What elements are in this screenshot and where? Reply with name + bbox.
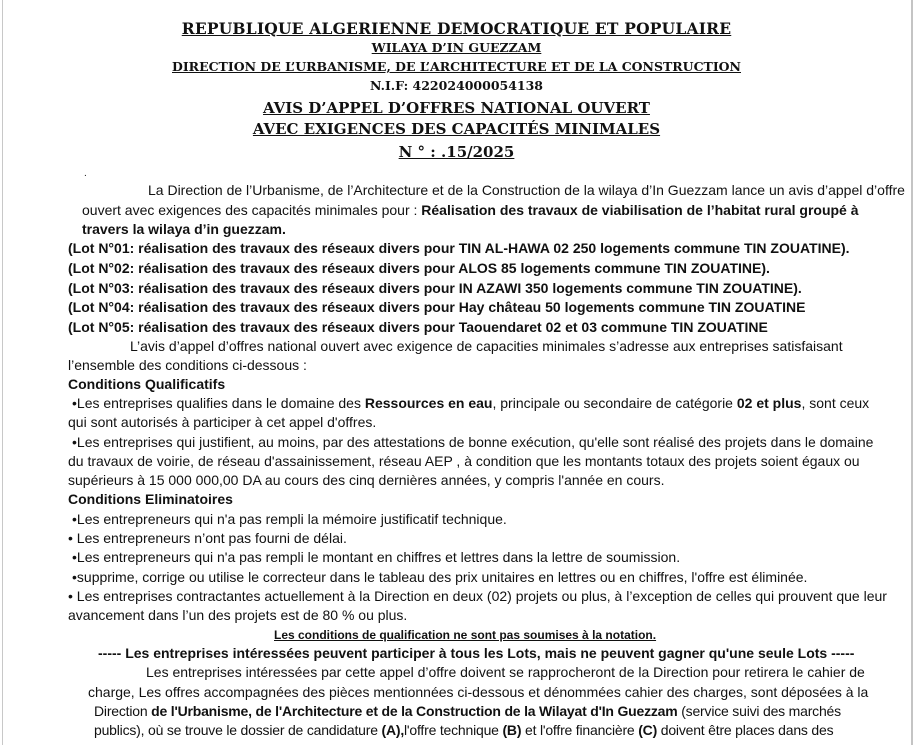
notice-number: N ° : .15/2025 (398, 143, 515, 161)
text: , principale ou secondaire de catégorie (492, 395, 737, 411)
qualifying-item1-line2: qui sont autorisés à participer à cet appel d'offres. (68, 414, 377, 430)
text: •Les entreprises qualifies dans le domaine des (72, 395, 365, 411)
lot-item: (Lot N°01: réalisation des travaux des réseaux divers pour TIN AL-HAWA 02 250 logements commune TIN ZOUATINE). (68, 240, 850, 256)
eligibility-line2: l’ensemble des conditions ci-dessous : (68, 357, 307, 373)
intro-line2-text: ouvert avec exigences des capacités minimales pour : (82, 202, 422, 218)
label-c: (C) (638, 722, 658, 738)
submission-line1: Les entreprises intéressées par cette appel d’offre doivent se rapprocheront de la Direction pour retirera le cahier de (146, 664, 865, 680)
stray-dot: . (84, 168, 87, 179)
lot-item: (Lot N°02: réalisation des travaux des réseaux divers pour ALOS 85 logements commune TIN ZOUATINE). (68, 260, 770, 276)
lots-rule-note: ----- Les entreprises intéressées peuvent participer à tous les Lots, mais ne peuvent gagner qu'une seule Lots ----- (98, 645, 855, 661)
text: (service suivi des marchés (677, 703, 841, 719)
intro-line3: travers la wilaya d’in guezzam. (82, 221, 286, 237)
eligibility-line1: L’avis d’appel d’offres national ouvert avec exigence de capacities minimales s’adresse aux entreprises satisfaisant (130, 338, 843, 354)
text: doivent être places dans des (657, 722, 834, 738)
text: , sont ceux (801, 395, 870, 411)
eliminatory-item: • Les entrepreneurs n’ont pas fourni de délai. (68, 530, 347, 546)
header-nif: N.I.F: 422024000054138 (369, 78, 544, 93)
label-b: (B) (502, 722, 522, 738)
lot-item: (Lot N°03: réalisation des travaux des réseaux divers pour IN AZAWI 350 logements commune TIN ZOUATINE). (68, 280, 802, 296)
not-scored-note: Les conditions de qualification ne sont pas soumises à la notation. (274, 628, 657, 642)
notice-title-line2: AVEC EXIGENCES DES CAPACITÉS MINIMALES (252, 120, 661, 138)
text: Direction (94, 703, 152, 719)
eliminatory-item-line2: avancement dans l’un des projets est de 80 % ou plus. (68, 607, 408, 623)
intro-project-title: Réalisation des travaux de viabilisation de l’habitat rural groupé à (421, 202, 859, 218)
qualifying-item2-line2: du travaux de voirie, de réseau d'assainissement, réseau AEP , à condition que les montants totaux des projets soient égaux ou (68, 453, 860, 469)
qualifying-heading: Conditions Qualificatifs (68, 376, 226, 392)
eliminatory-item: •Les entrepreneurs qui n'a pas rempli le montant en chiffres et lettres dans la lettre de soumission. (72, 549, 681, 565)
text: l'offre technique (404, 722, 503, 738)
intro-line1: La Direction de l’Urbanisme, de l’Architecture et de la Construction de la wilaya d’In Guezzam lance un avis d’appel d’offre (148, 182, 905, 198)
qualifying-item1 (72, 394, 869, 412)
direction-name: de l'Urbanisme, de l'Architecture et de la Construction de la Wilayat d'In Guezzam (151, 703, 678, 719)
category-highlight: 02 et plus (736, 395, 802, 411)
text: et l'offre financière (521, 722, 639, 738)
submission-line3 (94, 702, 841, 720)
header-wilaya: WILAYA D’IN GUEZZAM (371, 40, 542, 55)
label-a: (A), (381, 722, 405, 738)
header-direction: DIRECTION DE L’URBANISME, DE L’ARCHITECTURE ET DE LA CONSTRUCTION (172, 59, 741, 74)
eliminatory-item: •Les entrepreneurs qui n'a pas rempli la mémoire justificatif technique. (72, 511, 507, 527)
domain-highlight: Ressources en eau (364, 395, 493, 411)
submission-line2: charge, Les offres accompagnées des pièces mentionnées ci-dessous et dénommées cahier des charges, sont déposées à la (88, 684, 869, 700)
header-republic: REPUBLIQUE ALGERIENNE DEMOCRATIQUE ET POPULAIRE (181, 19, 732, 38)
eliminatory-item: • Les entreprises contractantes actuellement à la Direction en deux (02) projets ou plus, à l’exception de celles qui prouvent que leur (68, 588, 887, 604)
notice-title-line1: AVIS D’APPEL D’OFFRES NATIONAL OUVERT (263, 99, 650, 117)
qualifying-item2-line3: supérieurs à 15 000 000,00 DA au cours des cinq dernières années, y compris l'année en cours. (68, 472, 665, 488)
submission-line4 (94, 721, 833, 739)
eliminatory-heading: Conditions Eliminatoires (68, 491, 233, 507)
eliminatory-item: •supprime, corrige ou utilise le correcteur dans le tableau des prix unitaires en lettres ou en chiffres, l'offre est éliminée. (72, 569, 808, 585)
qualifying-item2-line1: •Les entreprises qui justifient, au moins, par des attestations de bonne exécution, qu'elle sont réalisé des projets dans le domaine (72, 434, 874, 450)
lot-item: (Lot N°05: réalisation des travaux des réseaux divers pour Taouendaret 02 et 03 commune TIN ZOUATINE (68, 319, 768, 335)
text: publics), où se trouve le dossier de candidature (94, 722, 382, 738)
lot-item: (Lot N°04: réalisation des travaux des réseaux divers pour Hay château 50 logements commune TIN ZOUATINE (68, 299, 806, 315)
intro-line2 (82, 201, 859, 219)
